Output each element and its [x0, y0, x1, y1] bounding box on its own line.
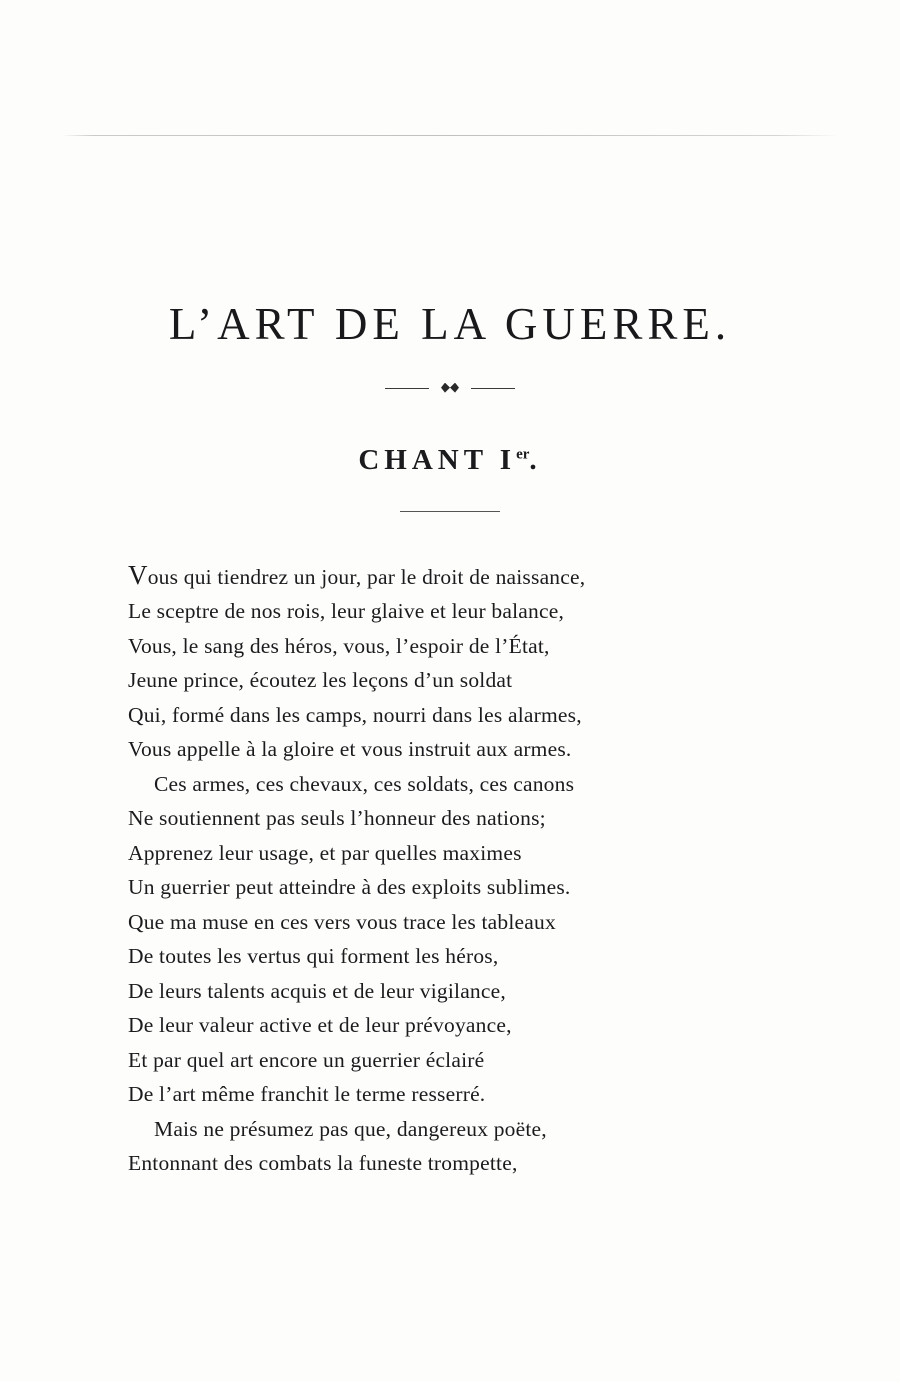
poem-line: Et par quel art encore un guerrier éclairé — [128, 1047, 485, 1072]
heading-rule — [400, 511, 500, 512]
diamond-divider-icon — [385, 380, 515, 396]
poem-dropcap: V — [128, 559, 148, 590]
poem-line: Ne soutiennent pas seuls l’honneur des nations; — [128, 806, 546, 831]
poem-line: Mais ne présumez pas que, dangereux poëte, — [154, 1116, 547, 1141]
divider-diamond — [441, 383, 459, 393]
poem-line: Ces armes, ces chevaux, ces soldats, ces canons — [154, 771, 575, 796]
divider-bar-left — [385, 388, 429, 389]
canto-heading — [0, 444, 900, 477]
canto-label: CHANT I — [358, 443, 517, 476]
poem-line — [128, 558, 900, 595]
canto-ordinal-suffix: er — [516, 445, 530, 462]
page-title: L’ART DE LA GUERRE. — [168, 299, 732, 349]
poem-line: De leur valeur active et de leur prévoyance, — [128, 1013, 512, 1038]
poem-line: De leurs talents acquis et de leur vigilance, — [128, 978, 506, 1003]
poem-line: Le sceptre de nos rois, leur glaive et leur balance, — [128, 599, 565, 624]
poem-line: Vous appelle à la gloire et vous instruit aux armes. — [128, 737, 572, 762]
divider-bar-right — [471, 388, 515, 389]
poem-line: Un guerrier peut atteindre à des exploits sublimes. — [128, 875, 571, 900]
poem-line: Jeune prince, écoutez les leçons d’un soldat — [128, 668, 513, 693]
canto-period: . — [529, 443, 542, 476]
poem-line: De l’art même franchit le terme resserré. — [128, 1082, 486, 1107]
poem-line: Entonnant des combats la funeste trompette, — [128, 1151, 518, 1176]
poem-line: Que ma muse en ces vers vous trace les tableaux — [128, 909, 556, 934]
poem-line: De toutes les vertus qui forment les héros, — [128, 944, 499, 969]
poem-line: Apprenez leur usage, et par quelles maximes — [128, 840, 522, 865]
poem-line: Vous, le sang des héros, vous, l’espoir de l’État, — [128, 633, 550, 658]
poem-body — [0, 558, 900, 1181]
poem-line-text: ous qui tiendrez un jour, par le droit de naissance, — [147, 564, 586, 589]
poem-line: Qui, formé dans les camps, nourri dans les alarmes, — [128, 702, 582, 727]
